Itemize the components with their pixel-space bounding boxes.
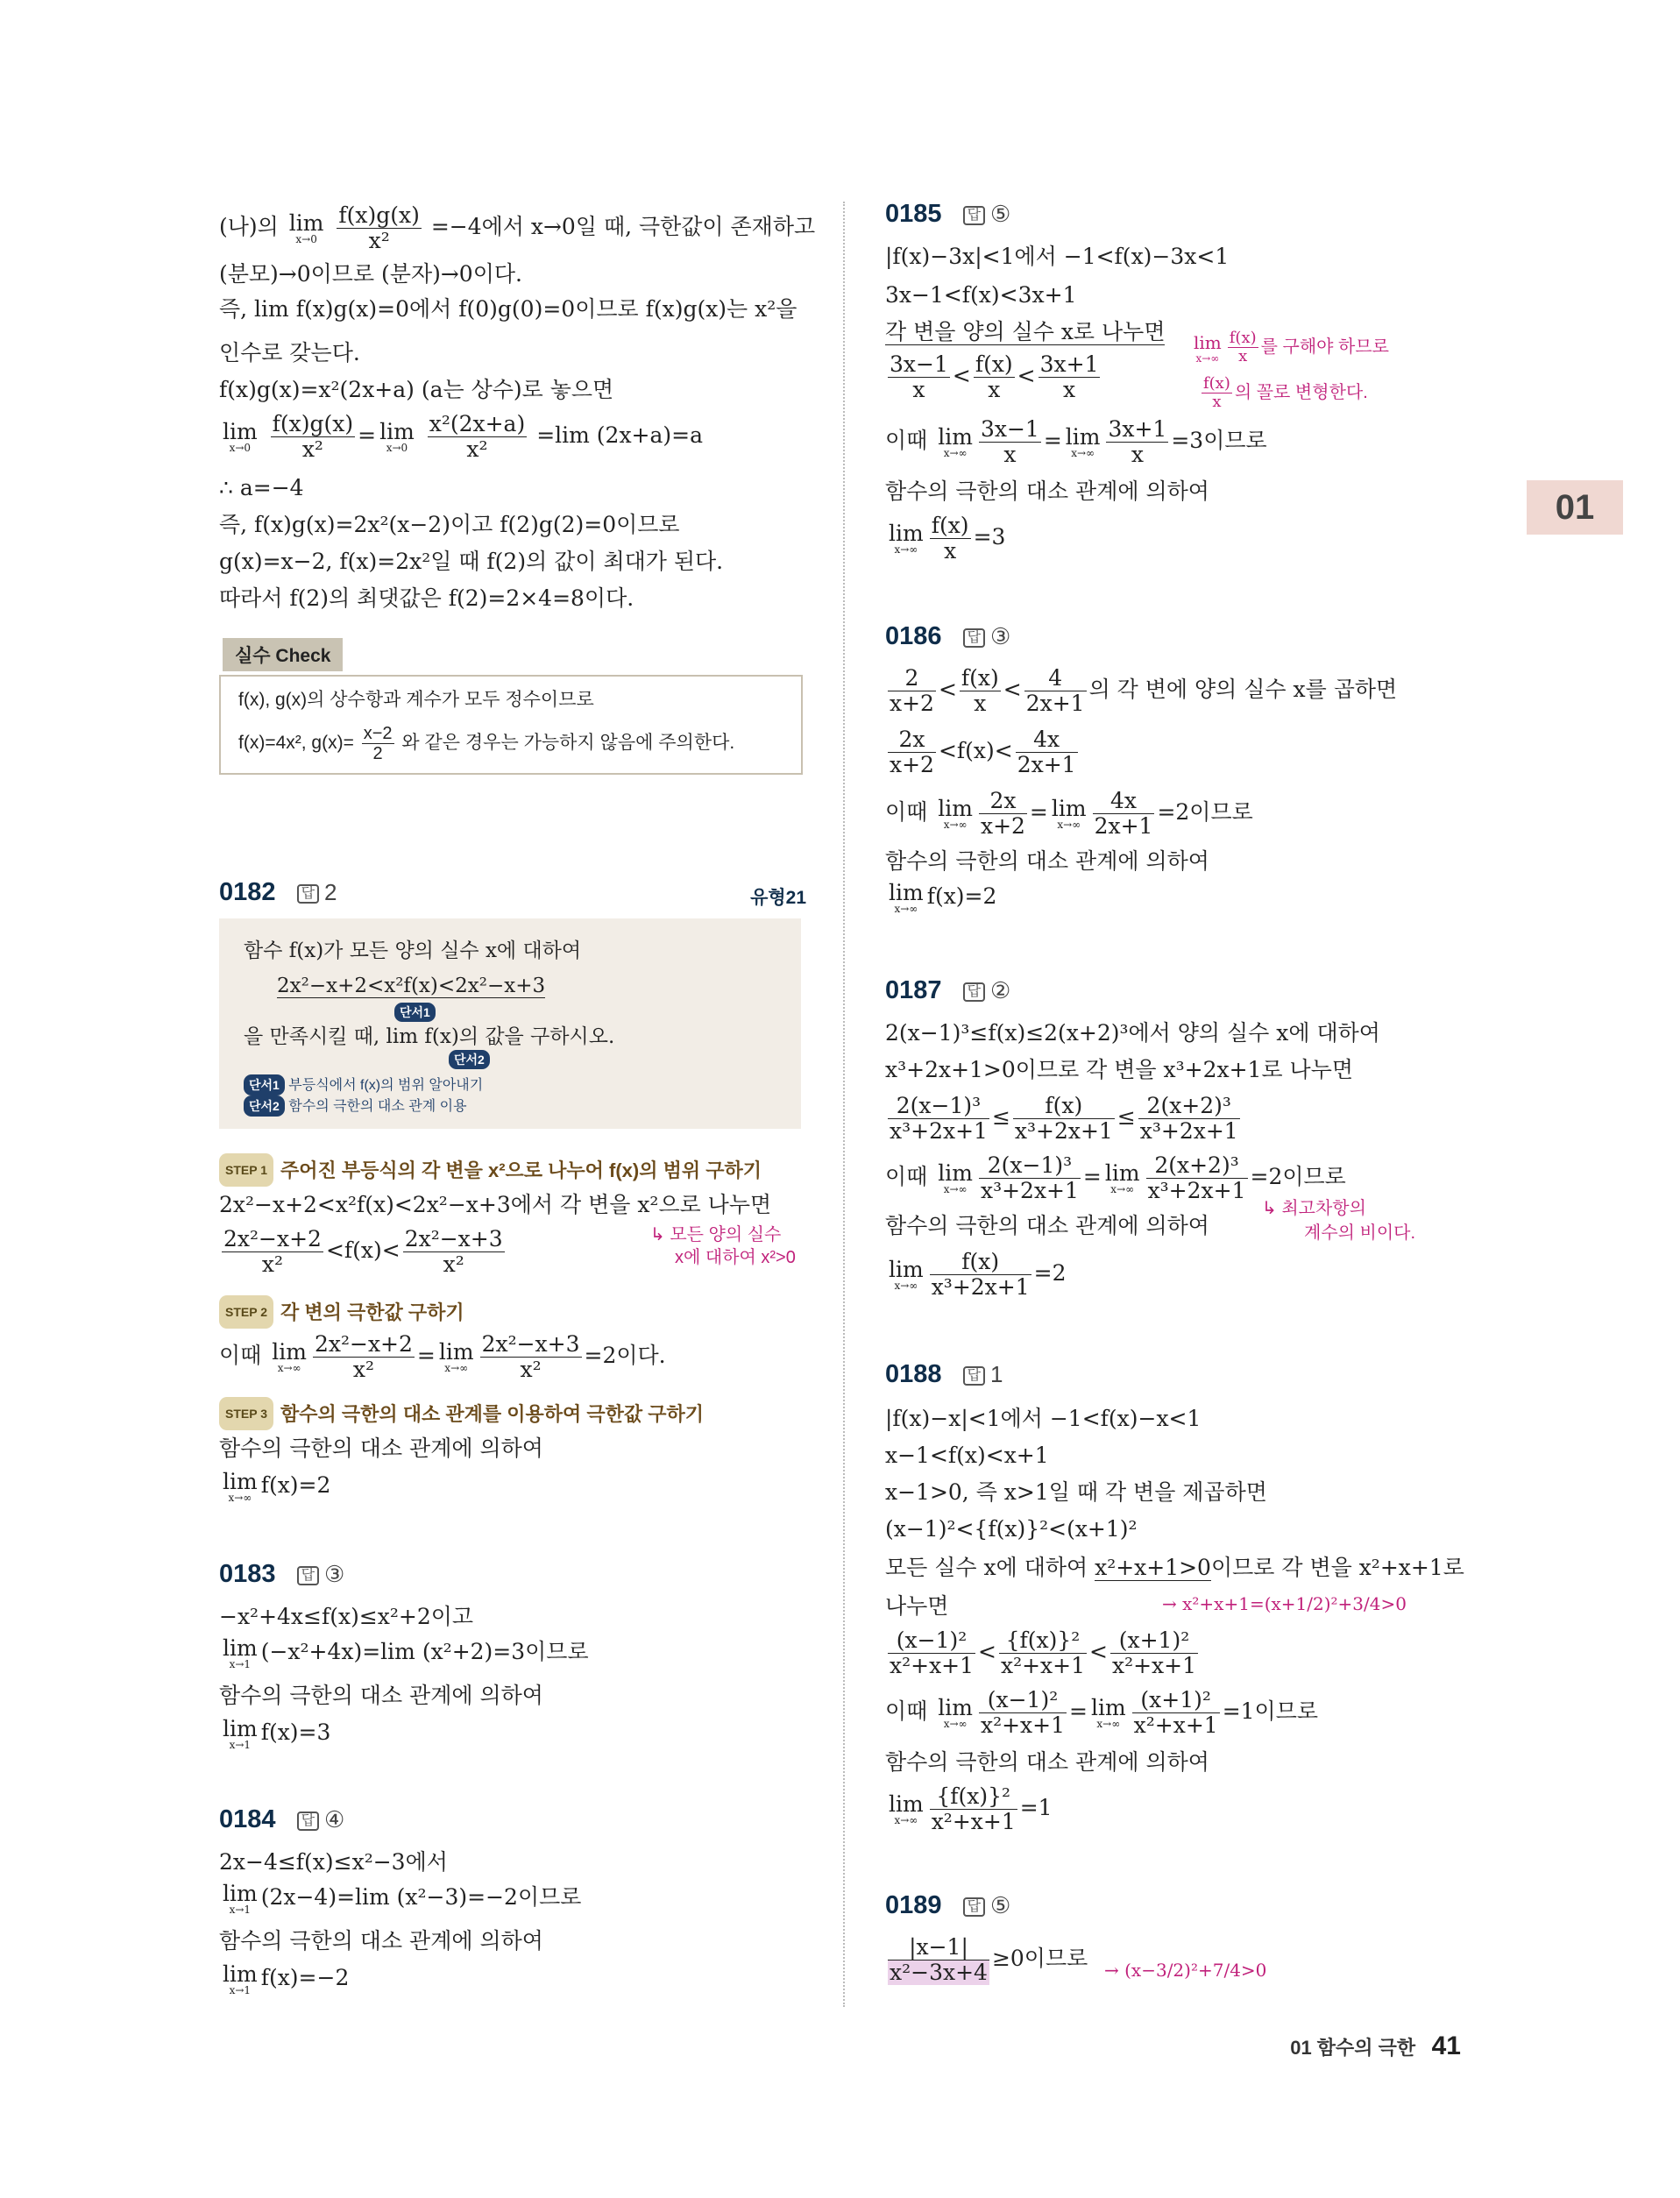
question-text: 함수 f(x)가 모든 양의 실수 x에 대하여 [244, 939, 582, 962]
step-3-header: STEP 3 함수의 극한의 대소 관계를 이용하여 극한값 구하기 [219, 1397, 704, 1430]
problem-header-0189: 0189 답 ⑤ [885, 1891, 1011, 1919]
text-line: lim x→∞ f(x)=2 [223, 1468, 331, 1504]
text-line: $\frac{3x-1}{x}$ < $\frac{f(x)}{x}$ < $\frac{3x+1}{x}$ [890, 351, 1099, 402]
text-line: 함수의 극한의 대소 관계에 의하여 [219, 1436, 543, 1461]
side-note: → x²+x+1=(x+1/2)²+3/4>0 [1162, 1593, 1407, 1614]
text-line: 3x−1<f(x)<3x+1 [885, 282, 1077, 308]
check-text: f(x), g(x)의 상수항과 계수가 모두 정수이므로 [238, 690, 594, 710]
step-2-header: STEP 2 각 변의 극한값 구하기 [219, 1295, 464, 1329]
text-line: 함수의 극한의 대소 관계에 의하여 [219, 1928, 543, 1953]
hint-tag-2: 단서2 [449, 1050, 490, 1069]
text-line: lim x→1 f(x)=−2 [223, 1960, 350, 1996]
answer-icon: 답 [963, 206, 985, 225]
problem-type-badge: 유형21 [750, 888, 806, 908]
text-line: lim x→∞ f(x)=2 [889, 879, 997, 915]
text-line: x−1>0, 즉 x>1일 때 각 변을 제곱하면 [885, 1479, 1267, 1505]
text-line: (분모)→0이므로 (분자)→0이다. [219, 261, 522, 287]
hint-tag-1: 단서1 [394, 1003, 436, 1022]
text-line: 이때 lim x→∞ $\frac{\text{2x²−x+2}}{\text{x²}}$ = lim x→∞ $\frac{\text{2x²−x+3}}{\text{x²}}$ =2이다. [219, 1331, 666, 1382]
text-line: 함수의 극한의 대소 관계에 의하여 [885, 1749, 1209, 1775]
text-line: 이때 lim x→∞ $\frac{\text{2(x−1)³}}{\text{x³+2x+1}}$ = lim x→∞ $\frac{\text{2(x+2)³}}{\text{x³+2x+1}}$ =2이므로 [885, 1152, 1346, 1203]
text-line: 2(x−1)³≤f(x)≤2(x+2)³에서 양의 실수 x에 대하여 [885, 1020, 1380, 1046]
text-line: lim x→∞ $\frac{f(x)}{\text{x³+2x+1}}$ =2 [889, 1249, 1067, 1300]
problem-header-0186: 0186 답 ③ [885, 622, 1011, 650]
text-line: 함수의 극한의 대소 관계에 의하여 [885, 848, 1209, 874]
side-note: ↳ 최고차항의 [1262, 1199, 1366, 1218]
text-line: |f(x)−x|<1에서 −1<f(x)−x<1 [885, 1406, 1202, 1431]
text-line: 2x−4≤f(x)≤x²−3에서 [219, 1849, 448, 1875]
side-note: 계수의 비이다. [1304, 1223, 1416, 1243]
problem-header-0188: 0188 답 1 [885, 1360, 1003, 1388]
problem-header-0183: 0183 답 ③ [219, 1560, 345, 1588]
answer-icon: 답 [963, 982, 985, 1002]
text-line: 이때 lim x→∞ $\frac{3x-1}{x}$ = lim x→∞ $\frac{3x+1}{x}$ =3이므로 [885, 416, 1267, 467]
answer-icon: 답 [297, 884, 319, 904]
side-note: x에 대하여 x²>0 [675, 1248, 796, 1267]
text-line: $\frac{2}{x+2}$ < $\frac{f(x)}{x}$ < $\frac{4}{2x+1}$ 의 각 변에 양의 실수 x를 곱하면 [890, 665, 1398, 716]
text-line: 2x²−x+2<x²f(x)<2x²−x+3에서 각 변을 x²으로 나누면 [219, 1192, 772, 1217]
text-line: $\frac{|x-1|}{\text{x²−3x+4}}$ ≥0이므로 [890, 1934, 1088, 1985]
text-line: 즉, f(x)g(x)=2x²(x−2)이고 f(2)g(2)=0이므로 [219, 512, 680, 537]
text-line: |f(x)−3x|<1에서 −1<f(x)−3x<1 [885, 244, 1230, 269]
step-1-header: STEP 1 주어진 부등식의 각 변을 x²으로 나누어 f(x)의 범위 구하기 [219, 1153, 762, 1187]
text-line: lim x→∞ $\frac{f(x)}{x}$ =3 [889, 513, 1006, 564]
text-line: $\frac{\text{(x−1)²}}{\text{x²+x+1}}$ < $\frac{\text{\{f(x)\}²}}{\text{x²+x+1}}$ < $\frac{\text{(x+1)²}}{\text{x²+x+1}}$ [890, 1627, 1196, 1678]
text-line: 함수의 극한의 대소 관계에 의하여 [885, 1213, 1209, 1238]
hint-line: 단서1 부등식에서 f(x)의 범위 알아내기 [244, 1074, 483, 1095]
page-footer [1290, 2031, 1461, 2061]
text-line: 인수로 갖는다. [219, 340, 360, 365]
problem-header-0182: 0182 답 2 [219, 878, 337, 906]
text-line: x−1<f(x)<x+1 [885, 1443, 1049, 1468]
page-number: 41 [1431, 2031, 1461, 2060]
text-line: $\frac{\text{2(x−1)³}}{\text{x³+2x+1}}$ ≤ $\frac{f(x)}{\text{x³+2x+1}}$ ≤ $\frac{\text{2(x+2)³}}{\text{x³+2x+1}}$ [890, 1093, 1238, 1144]
problem-header-0185: 0185 답 ⑤ [885, 200, 1011, 228]
side-note: $\frac{f(x)}{x}$ 의 꼴로 변형한다. [1203, 374, 1368, 411]
text-line: −x²+4x≤f(x)≤x²+2이고 [219, 1604, 474, 1629]
chapter-name: 01 함수의 극한 [1290, 2037, 1416, 2059]
text-line: 모든 실수 x에 대하여 x²+x+1>0이므로 각 변을 x²+x+1로 [885, 1555, 1464, 1580]
hint-line: 단서2 함수의 극한의 대소 관계 이용 [244, 1095, 467, 1117]
text-line: lim x→0 $\frac{f(x)g(x)}{\text{x²}}$ = lim x→0 $\frac{\text{x²(2x+a)}}{\text{x²}}$ =lim (2x+a)=a [223, 411, 703, 462]
text-line: lim x→∞ $\frac{\text{\{f(x)\}²}}{\text{x²+x+1}}$ =1 [889, 1783, 1053, 1834]
column-divider [843, 202, 845, 2007]
text-line: (x−1)²<{f(x)}²<(x+1)² [885, 1516, 1138, 1542]
text-line: 각 변을 양의 실수 x로 나누면 [885, 319, 1166, 344]
answer-icon: 답 [963, 1366, 985, 1386]
text-line: lim x→1 f(x)=3 [223, 1715, 331, 1751]
text-line: 함수의 극한의 대소 관계에 의하여 [219, 1683, 543, 1708]
text-line: 이때 lim x→∞ $\frac{2x}{x+2}$ = lim x→∞ $\frac{4x}{2x+1}$ =2이므로 [885, 788, 1253, 839]
question-text: 을 만족시킬 때, lim f(x)의 값을 구하시오. [244, 1025, 615, 1048]
text-line: (나)의 lim x→0 $\frac{f(x)g(x)}{\text{x²}}$ =−4에서 x→0일 때, 극한값이 존재하고 [219, 202, 816, 253]
text-line: $\frac{2x}{x+2}$ <f(x)< $\frac{4x}{2x+1}$ [890, 727, 1076, 777]
text-line: 함수의 극한의 대소 관계에 의하여 [885, 479, 1209, 504]
text-line: lim x→1 (−x²+4x)=lim (x²+2)=3이므로 [223, 1634, 589, 1670]
side-note: → (x−3/2)²+7/4>0 [1104, 1960, 1267, 1981]
answer-icon: 답 [963, 628, 985, 648]
text-line: 나누면 [885, 1593, 949, 1619]
text-line: 이때 lim x→∞ $\frac{\text{(x−1)²}}{\text{x²+x+1}}$ = lim x→∞ $\frac{\text{(x+1)²}}{\text{x²+x+1}}$ =1이므로 [885, 1687, 1318, 1738]
side-note: ↳ 모든 양의 실수 [650, 1225, 782, 1244]
answer-icon: 답 [963, 1897, 985, 1917]
text-line: g(x)=x−2, f(x)=2x²일 때 f(2)의 값이 최대가 된다. [219, 549, 724, 574]
side-note: lim x→∞ $\frac{f(x)}{x}$ 를 구해야 하므로 [1194, 329, 1389, 365]
check-text: f(x)=4x², g(x)= $\frac{x-2}{2}$ 와 같은 경우는 가능하지 않음에 주의한다. [238, 724, 735, 763]
mistake-check-title: 실수 Check [223, 638, 343, 671]
chapter-side-tab: 01 [1527, 480, 1623, 535]
answer-icon: 답 [297, 1566, 319, 1585]
text-line: $\frac{\text{2x²−x+2}}{\text{x²}}$ <f(x)< $\frac{\text{2x²−x+3}}{\text{x²}}$ [223, 1226, 503, 1277]
text-line: 즉, lim f(x)g(x)=0에서 f(0)g(0)=0이므로 f(x)g(x)는 x²을 [219, 296, 797, 322]
answer-icon: 답 [297, 1812, 319, 1831]
text-line: 따라서 f(2)의 최댓값은 f(2)=2×4=8이다. [219, 585, 634, 611]
question-inequality: 2x²−x+2<x²f(x)<2x²−x+3 [277, 975, 546, 997]
text-line: x³+2x+1>0이므로 각 변을 x³+2x+1로 나누면 [885, 1057, 1353, 1082]
text-line: lim x→1 (2x−4)=lim (x²−3)=−2이므로 [223, 1880, 582, 1916]
problem-header-0184: 0184 답 ④ [219, 1805, 345, 1833]
text-line: f(x)g(x)=x²(2x+a) (a는 상수)로 놓으면 [219, 377, 614, 402]
problem-header-0187: 0187 답 ② [885, 976, 1011, 1004]
text-line: ∴ a=−4 [219, 475, 304, 500]
